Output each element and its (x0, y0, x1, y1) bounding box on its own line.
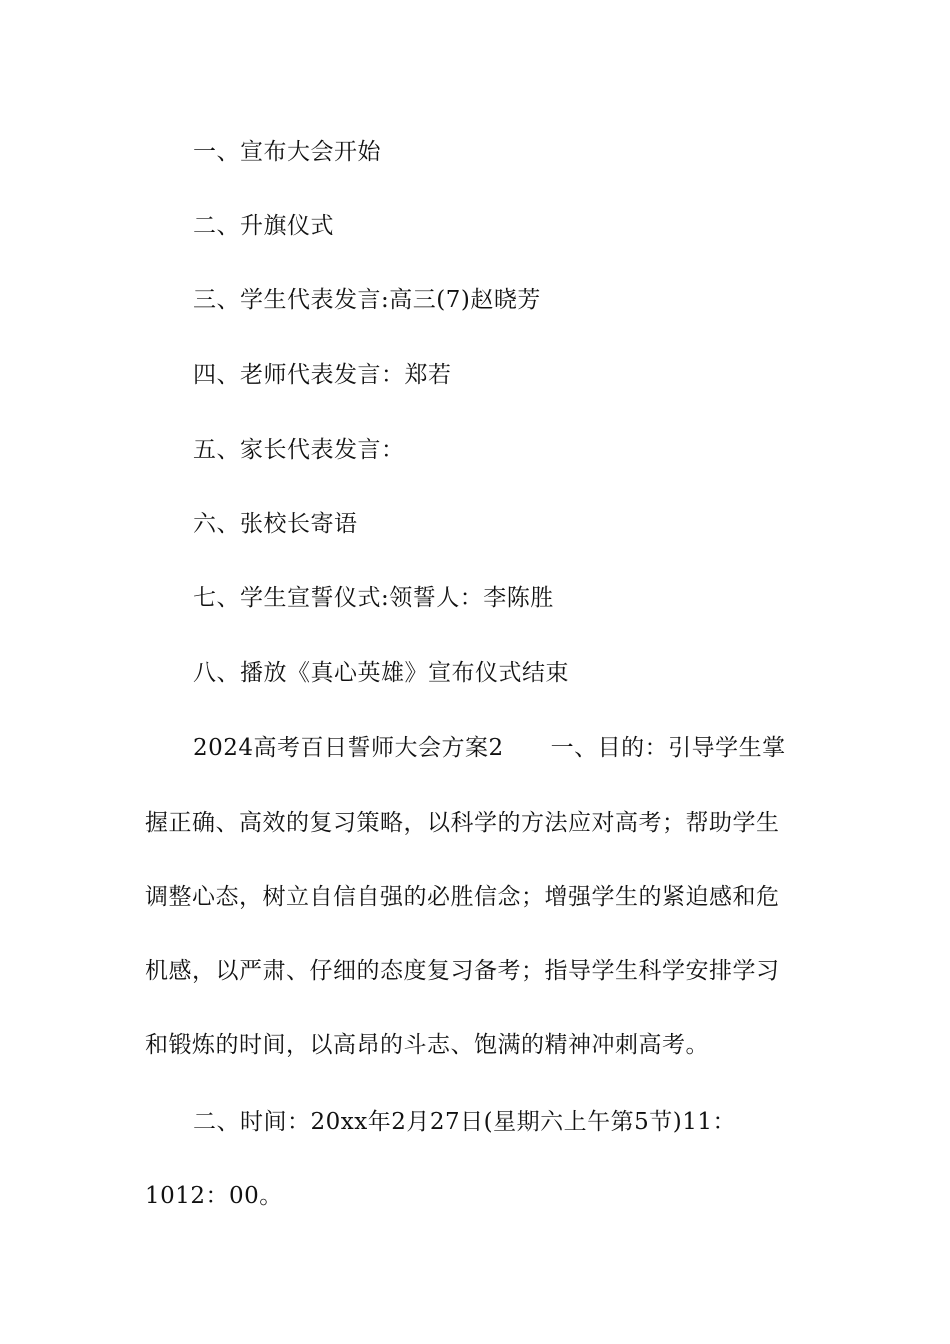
agenda-item-6: 六、张校长寄语 (193, 511, 358, 537)
agenda-item-8: 八、播放《真心英雄》宣布仪式结束 (193, 660, 569, 686)
agenda-item-4: 四、老师代表发言：郑若 (193, 362, 452, 388)
purpose-line-4: 和锻炼的时间，以高昂的斗志、饱满的精神冲刺高考。 (145, 1032, 709, 1058)
agenda-item-2: 二、升旗仪式 (193, 213, 334, 239)
purpose-line-3: 机感，以严肃、仔细的态度复习备考；指导学生科学安排学习 (145, 958, 780, 984)
time-line-1: 二、时间：20xx年2月27日(星期六上午第5节)11： (193, 1109, 736, 1135)
purpose-line-2: 调整心态，树立自信自强的必胜信念；增强学生的紧迫感和危 (145, 884, 780, 910)
agenda-item-1: 一、宣布大会开始 (193, 139, 381, 165)
agenda-item-3: 三、学生代表发言:高三(7)赵晓芳 (193, 287, 541, 313)
agenda-item-7: 七、学生宣誓仪式:领誓人：李陈胜 (193, 585, 554, 611)
time-line-2: 1012：00。 (145, 1183, 283, 1209)
purpose-line-1: 握正确、高效的复习策略，以科学的方法应对高考；帮助学生 (145, 810, 780, 836)
agenda-item-5: 五、家长代表发言： (193, 437, 405, 463)
section-heading-line: 2024高考百日誓师大会方案2 一、目的：引导学生掌 (193, 735, 786, 761)
